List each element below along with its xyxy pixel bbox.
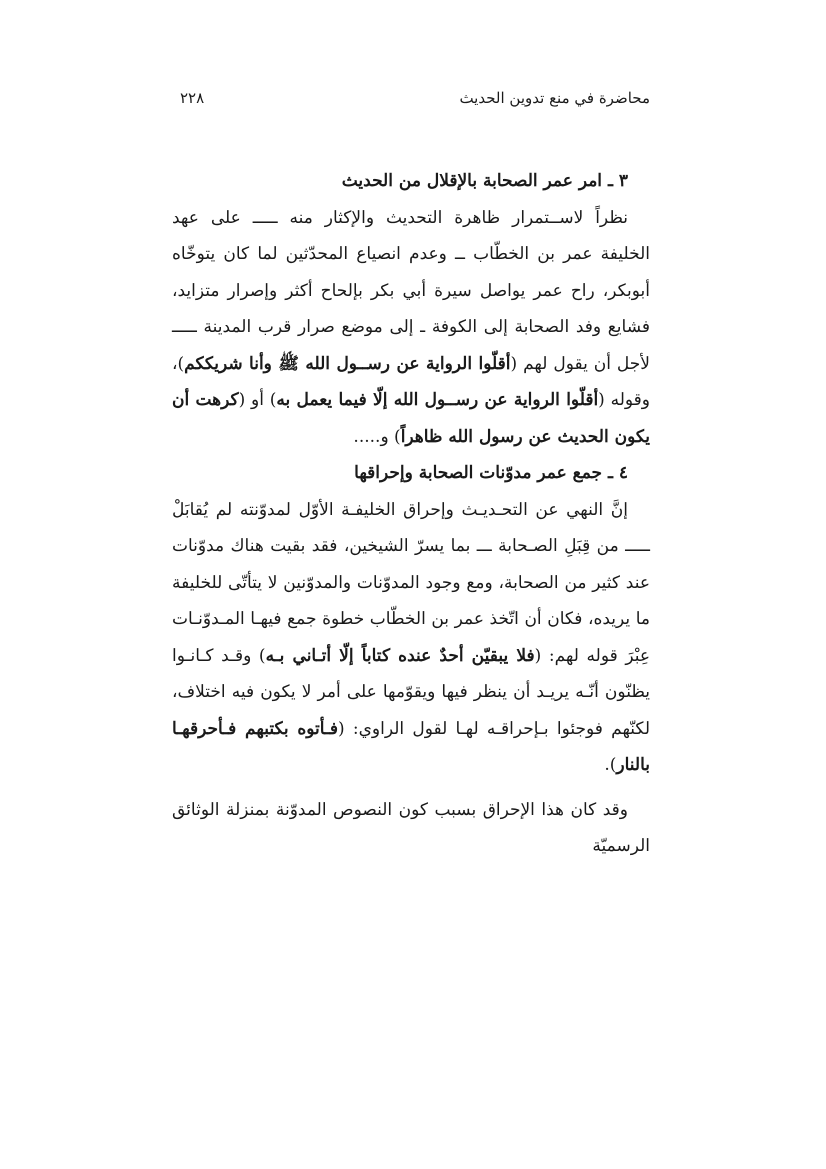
running-title: محاضرة في منع تدوين الحديث bbox=[459, 89, 650, 107]
paragraph-1-text-c: )، وقوله ( bbox=[172, 353, 650, 410]
quote-3: كرهت أن يكون الحديث عن رسول الله ظاهراً bbox=[172, 390, 650, 447]
section-4-heading: ٤ ـ جمع عمر مدوّنات الصحابة وإحراقها bbox=[354, 463, 628, 483]
paragraph-1-text-a: نظراً لاســتمرار ظاهرة التحديث والإكثار منه ـــــ على عهد الخليفة عمر بن الخطّاب ــ وعدم انصياع المحدّثين لما كان يتوخّاه أبوبكر، راح عمر يواصل سيرة أبي بكر بإلحاح أكثر وإصرار متزايد، فشايع وفد الصحابة إلى الكوفة ـ إلى موضع صرار قرب المدينة ـــــ لأجل أن يقول لهم ( bbox=[172, 207, 650, 374]
paragraph-2 bbox=[172, 492, 650, 784]
section-3-heading: ٣ ـ امر عمر الصحابة بالإقلال من الحديث bbox=[341, 171, 628, 191]
quote-1: أقلّوا الرواية عن رســول الله ﷺ وأنا شريككم bbox=[184, 353, 511, 374]
quote-5: فـأتوه بكتبهم فـأحرقهـا بالنار bbox=[172, 718, 650, 775]
paragraph-1 bbox=[172, 200, 650, 456]
paragraph-1-text-g: ) و..... bbox=[353, 426, 401, 447]
body-text bbox=[172, 163, 650, 865]
quote-4: فلا يبقيّن أحدٌ عنده كتاباً إلّا أتـاني بـه bbox=[265, 645, 535, 666]
paragraph-2-text-c: ) وقـد كـانـوا يظنّون أنّـه يريـد أن ينظر فيها ويقوّمها على أمر لا يكون فيه اختلاف، لكنّهم فوجئوا بـإحراقـه لهـا لقول الراوي: ( bbox=[172, 645, 650, 739]
paragraph-gap bbox=[172, 784, 650, 792]
paragraph-3: وقد كان هذا الإحراق بسبب كون النصوص المدوّنة بمنزلة الوثائق الرسميّة bbox=[172, 799, 650, 856]
quote-2: أقلّوا الرواية عن رســول الله إلّا فيما يعمل به bbox=[276, 390, 599, 410]
paragraph-2-text-e: ). bbox=[604, 755, 617, 775]
paragraph-2-text-a: إنَّ النهي عن التحـديـث وإحراق الخليفـة الأوّل لمدوّنته لم يُقابَلْ ـــــ من قِبَلِ الصـحابة ـــ بما يسرّ الشيخين، فقد بقيت هناك مدوّنات عند كثير من الصحابة، ومع وجود المدوّنات والمدوّنين لا يتأتّى للخليفة ما يريده، فكان أن اتّخذ عمر بن الخطّاب خطوة جمع فيهـا المـدوّنـات عِبْرَ قوله لهم: ( bbox=[172, 499, 650, 666]
page-number: ٢٢٨ bbox=[180, 89, 205, 107]
running-header bbox=[180, 86, 650, 110]
paragraph-1-text-e: ) أو ( bbox=[238, 390, 277, 410]
